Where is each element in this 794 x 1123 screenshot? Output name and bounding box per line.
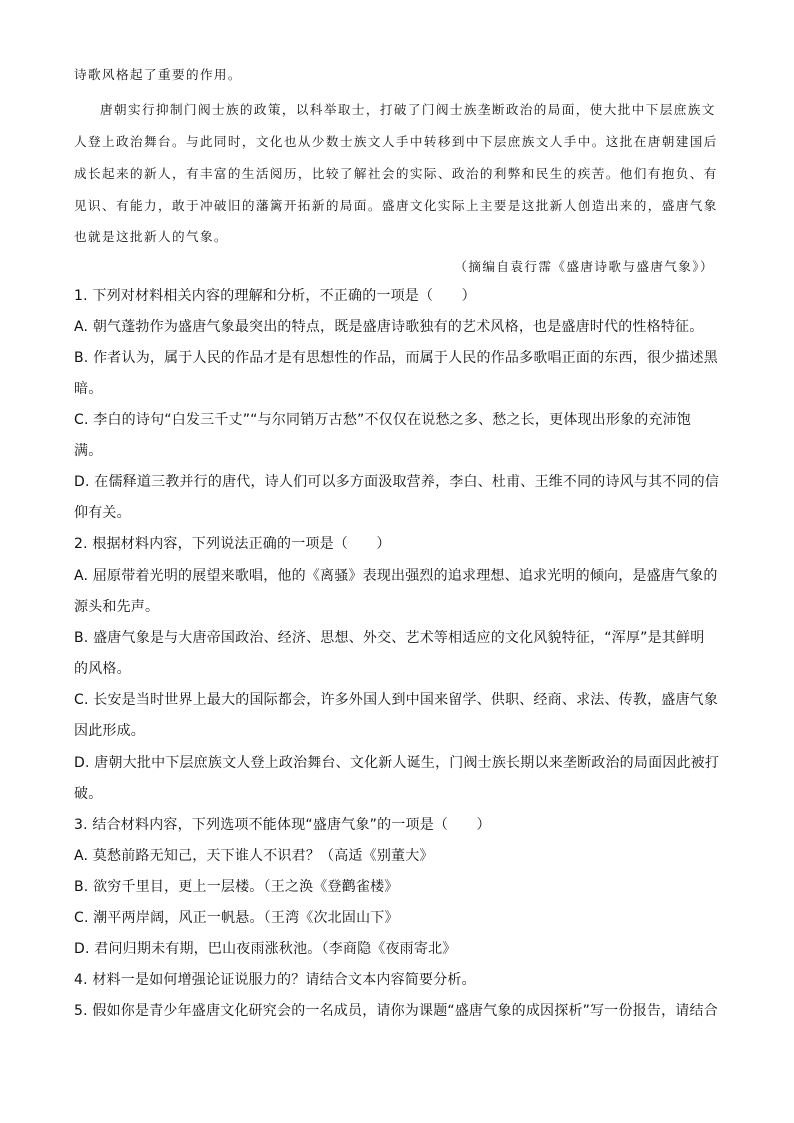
passage-paragraph-line: 见识、有能力，敢于冲破旧的藩篱开拓新的局面。盛唐文化实际上主要是这批新人创造出来的，盛唐气象 <box>74 198 718 213</box>
question-1-option-c-cont: 满。 <box>74 443 103 459</box>
question-3-stem: 3. 结合材料内容，下列选项不能体现“盛唐气象”的一项是（ ） <box>74 817 491 833</box>
question-3-option-c: C. 潮平两岸阔，风正一帆悬。（王湾《次北固山下》 <box>74 910 399 926</box>
question-3-option-d: D. 君问归期未有期，巴山夜雨涨秋池。（李商隐《夜雨寄北》 <box>74 941 457 957</box>
question-5-stem: 5. 假如你是青少年盛唐文化研究会的一名成员，请你为课题“盛唐气象的成因探析”写一份报告，请结合 <box>74 1003 718 1019</box>
question-2-option-c-cont: 因此形成。 <box>74 723 145 739</box>
question-1-option-c: C. 李白的诗句“白发三千丈”“与尔同销万古愁”不仅仅在说愁之多、愁之长，更体现出形象的充沛饱 <box>74 412 692 428</box>
question-2-option-c: C. 长安是当时世界上最大的国际都会，许多外国人到中国来留学、供职、经商、求法、传教，盛唐气象 <box>74 692 719 708</box>
passage-paragraph-line: 唐朝实行抑制门阀士族的政策，以科举取士，打破了门阀士族垄断政治的局面，使大批中下层庶族文 <box>100 102 716 117</box>
passage-line: 诗歌风格起了重要的作用。 <box>74 67 242 82</box>
question-2-option-b-cont: 的风格。 <box>74 661 131 677</box>
question-1-option-b-cont: 暗。 <box>74 381 103 397</box>
question-1-option-a: A. 朝气蓬勃作为盛唐气象最突出的特点，既是盛唐诗歌独有的艺术风格，也是盛唐时代的性格特征。 <box>74 319 704 335</box>
question-2-option-d: D. 唐朝大批中下层庶族文人登上政治舞台、文化新人诞生，门阀士族长期以来垄断政治的局面因此被打 <box>74 755 720 771</box>
passage-paragraph-line: 也就是这批新人的气象。 <box>74 229 228 244</box>
question-1-stem: 1. 下列对材料相关内容的理解和分析，不正确的一项是（ ） <box>74 288 476 304</box>
question-2-option-d-cont: 破。 <box>74 786 103 802</box>
passage-source: （摘编自袁行霈《盛唐诗歌与盛唐气象》） <box>454 259 714 274</box>
question-3-option-b: B. 欲穷千里目，更上一层楼。（王之涣《登鹳雀楼》 <box>74 879 399 895</box>
question-4-stem: 4. 材料一是如何增强论证说服力的？请结合文本内容简要分析。 <box>74 972 476 988</box>
question-2-option-b: B. 盛唐气象是与大唐帝国政治、经济、思想、外交、艺术等相适应的文化风貌特征，“浑厚”是其鲜明 <box>74 630 705 646</box>
question-1-option-d-cont: 仰有关。 <box>74 505 131 521</box>
question-1-option-d: D. 在儒释道三教并行的唐代，诗人们可以多方面汲取营养，李白、杜甫、王维不同的诗风与其不同的信 <box>74 474 720 490</box>
question-2-option-a: A. 屈原带着光明的展望来歌唱，他的《离骚》表现出强烈的追求理想、追求光明的倾向，是盛唐气象的 <box>74 568 718 584</box>
question-1-option-b: B. 作者认为，属于人民的作品才是有思想性的作品，而属于人民的作品多歌唱正面的东西，很少描述黑 <box>74 350 718 366</box>
passage-paragraph-line: 人登上政治舞台。与此同时，文化也从少数士族文人手中转移到中下层庶族文人手中。这批在唐朝建国后 <box>74 134 718 149</box>
question-3-option-a: A. 莫愁前路无知己，天下谁人不识君？（高适《别董大》 <box>74 848 434 864</box>
question-2-option-a-cont: 源头和先声。 <box>74 599 160 615</box>
question-2-stem: 2. 根据材料内容，下列说法正确的一项是（ ） <box>74 536 391 552</box>
passage-paragraph-line: 成长起来的新人，有丰富的生活阅历，比较了解社会的实际、政治的利弊和民生的疾苦。他们有抱负、有 <box>74 166 718 181</box>
